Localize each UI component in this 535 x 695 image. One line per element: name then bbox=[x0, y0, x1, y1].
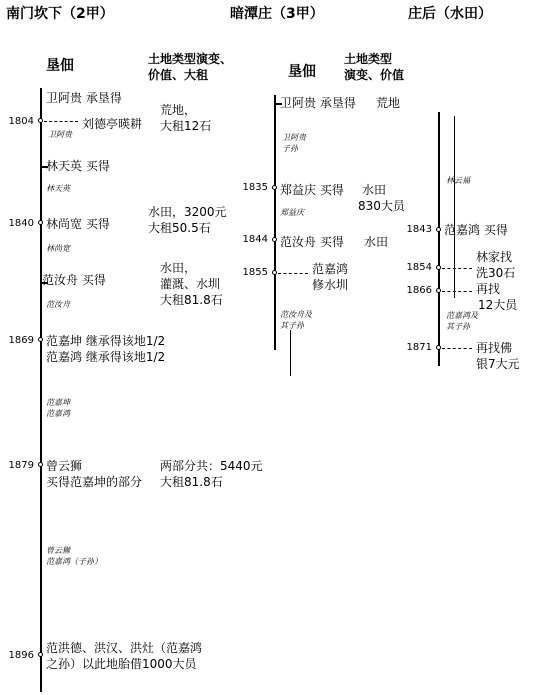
col2-node-1835 bbox=[272, 185, 277, 190]
col1-entry-6-b: 买得范嘉坤的部分 bbox=[46, 475, 143, 490]
col2-node-1855 bbox=[272, 270, 277, 275]
col1-hw-6-b: 范嘉鸿（子孙） bbox=[46, 556, 102, 566]
col3-timeline bbox=[438, 112, 440, 366]
col2-header bbox=[344, 52, 404, 83]
col1-year-1804: 1804 bbox=[8, 116, 34, 127]
col1-entry-7-a: 范洪德、洪汉、洪灶（范嘉鸿 bbox=[46, 641, 203, 655]
col3-dash-1854 bbox=[442, 268, 472, 269]
col3-hw-4-b: 其子孙 bbox=[446, 321, 470, 331]
col3-entry-2: 范嘉鸿 买得 bbox=[444, 223, 508, 237]
col1-hw-6 bbox=[46, 546, 102, 568]
col2-title: 暗潭庄（3甲） bbox=[230, 6, 324, 22]
col1-entry-5-a: 范嘉坤 继承得该地1/2 bbox=[46, 334, 166, 348]
col3-year-1866: 1866 bbox=[406, 285, 432, 296]
col1-hw-2: 林天英 bbox=[46, 184, 70, 193]
col1-value-6-b: 大租81.8石 bbox=[160, 475, 223, 490]
col1-entry-3: 林尚宽 买得 bbox=[46, 217, 110, 231]
col3-entry-4-a: 再找 bbox=[476, 282, 501, 296]
col3-hw-4 bbox=[446, 311, 478, 333]
col1-hw-1: 卫阿贵 bbox=[48, 130, 72, 139]
col3-entry-4-b: 12大员 bbox=[478, 298, 518, 313]
col1-header bbox=[148, 52, 232, 83]
col1-entry-5 bbox=[46, 333, 165, 365]
col1-node-1896 bbox=[38, 652, 43, 657]
col1-hw-3: 林尚宽 bbox=[46, 244, 70, 253]
col2-year-1855: 1855 bbox=[242, 267, 268, 278]
col1-value-4-b: 灌溉、水圳 bbox=[160, 277, 221, 292]
col1-node-1869 bbox=[38, 337, 43, 342]
col2-entry-3: 范汝舟 买得 bbox=[280, 235, 344, 249]
col1-dash-1804 bbox=[44, 121, 78, 122]
col1-hw-4: 范汝舟 bbox=[46, 300, 70, 309]
col3-year-1843: 1843 bbox=[406, 224, 432, 235]
col2-header-line1: 土地类型 bbox=[344, 52, 393, 66]
col3-branch-line bbox=[454, 116, 455, 298]
col3-entry-4 bbox=[476, 281, 517, 313]
col3-dash-1871 bbox=[442, 348, 472, 349]
col3-hw-4-a: 范嘉鸿及 bbox=[446, 311, 478, 320]
col1-year-1840: 1840 bbox=[8, 218, 34, 229]
col2-entry-1: 卫阿贵 承垦得 bbox=[280, 96, 356, 110]
col1-hw-5 bbox=[46, 398, 70, 420]
col2-value-2-b: 830大员 bbox=[358, 199, 405, 214]
col3-entry-5-b: 银7大元 bbox=[476, 357, 520, 372]
col1-value-3 bbox=[148, 204, 227, 236]
col3-dash-1866 bbox=[442, 291, 472, 292]
col1-hw-5-b: 范嘉鸿 bbox=[46, 408, 70, 418]
col1-value-4-a: 水田， bbox=[160, 261, 197, 275]
col2-value-2 bbox=[358, 182, 405, 214]
col1-year-1896: 1896 bbox=[8, 650, 34, 661]
col1-value-6-a: 两部分共：5440元 bbox=[160, 459, 263, 473]
col2-entry-2: 郑益庆 买得 bbox=[280, 183, 344, 197]
col2-dash-label-b: 修水圳 bbox=[312, 278, 349, 293]
col1-value-3-a: 水田，3200元 bbox=[148, 205, 227, 219]
col2-node-1844 bbox=[272, 237, 277, 242]
col1-entry-6-a: 曾云狮 bbox=[46, 459, 83, 473]
col1-entry-5-b: 范嘉鸿 继承得该地1/2 bbox=[46, 350, 166, 365]
col2-dash-1855 bbox=[278, 273, 308, 274]
col2-dash-label-a: 范嘉鸿 bbox=[312, 262, 349, 276]
col3-entry-5 bbox=[476, 340, 520, 372]
col3-entry-5-a: 再找佛 bbox=[476, 341, 513, 355]
col3-entry-3 bbox=[476, 249, 515, 281]
col1-subtitle: 垦佃 bbox=[46, 58, 74, 74]
col1-value-3-b: 大租50.5石 bbox=[148, 221, 211, 236]
col1-value-4-c: 大租81.8石 bbox=[160, 293, 223, 308]
col1-hw-5-a: 范嘉坤 bbox=[46, 398, 70, 407]
col3-entry-3-b: 洗30石 bbox=[476, 266, 516, 281]
col2-hw-4-b: 其子孙 bbox=[280, 320, 304, 330]
col3-year-1871: 1871 bbox=[406, 342, 432, 353]
col1-entry-7-b: 之孙）以此地胎借1000大员 bbox=[46, 657, 197, 672]
col2-hw-1-b: 子孙 bbox=[282, 143, 298, 153]
col2-year-1844: 1844 bbox=[242, 234, 268, 245]
col2-branch-line bbox=[290, 330, 291, 376]
col1-entry-2: 林天英 买得 bbox=[46, 159, 110, 173]
col2-header-line2: 演变、价值 bbox=[344, 67, 405, 82]
col1-entry-1: 卫阿贵 承垦得 bbox=[46, 91, 122, 105]
col3-year-1854: 1854 bbox=[406, 262, 432, 273]
col1-value-1-a: 荒地， bbox=[160, 103, 197, 117]
col1-value-4 bbox=[160, 260, 223, 309]
col3-entry-3-a: 林家找 bbox=[476, 250, 513, 264]
col1-entry-6 bbox=[46, 458, 142, 490]
col2-hw-4-a: 范汝舟及 bbox=[280, 310, 312, 319]
col2-hw-2: 郑益庆 bbox=[280, 208, 304, 217]
col1-header-line1: 土地类型演变、 bbox=[148, 52, 233, 66]
col1-node-1804 bbox=[38, 118, 43, 123]
col1-value-1-b: 大租12石 bbox=[160, 119, 212, 134]
col3-node-1854 bbox=[436, 265, 441, 270]
col3-title: 庄后（水田） bbox=[408, 6, 492, 22]
col1-hw-6-a: 曾云狮 bbox=[46, 546, 70, 555]
col1-title: 南门坎下（2甲） bbox=[6, 6, 114, 22]
col2-hw-4 bbox=[280, 310, 312, 332]
col2-value-3: 水田 bbox=[364, 235, 389, 249]
col2-year-1835: 1835 bbox=[242, 182, 268, 193]
col3-node-1866 bbox=[436, 288, 441, 293]
col1-year-1869: 1869 bbox=[8, 335, 34, 346]
col1-value-1 bbox=[160, 102, 211, 134]
col2-value-2-a: 水田 bbox=[362, 183, 387, 197]
col2-subtitle: 垦佃 bbox=[288, 64, 316, 80]
col3-node-1843 bbox=[436, 227, 441, 232]
col1-value-6 bbox=[160, 458, 263, 490]
col1-node-1840 bbox=[38, 220, 43, 225]
col1-node-1879 bbox=[38, 462, 43, 467]
col2-hw-1-a: 卫阿贵 bbox=[282, 133, 306, 142]
col1-entry-7 bbox=[46, 640, 202, 672]
col2-hw-1 bbox=[282, 133, 306, 155]
col1-year-1879: 1879 bbox=[8, 460, 34, 471]
col3-hw-1: 林云福 bbox=[446, 176, 470, 185]
col1-header-line2: 价值、大租 bbox=[148, 67, 209, 82]
col1-dash-label: 刘德亭暎耕 bbox=[82, 117, 143, 131]
col3-node-1871 bbox=[436, 345, 441, 350]
col2-value-1: 荒地 bbox=[376, 96, 401, 110]
col2-dash-label bbox=[312, 261, 348, 293]
col2-timeline bbox=[274, 95, 276, 350]
col1-entry-4: 范汝舟 买得 bbox=[42, 273, 106, 287]
col1-timeline bbox=[40, 88, 42, 692]
